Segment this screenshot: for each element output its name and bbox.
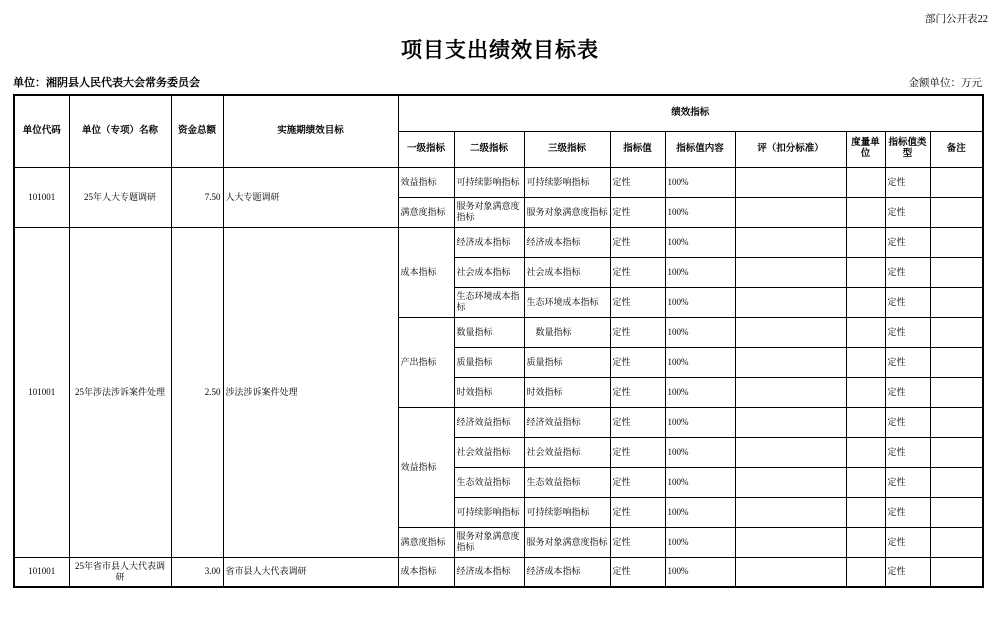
value-type-cell: 定性 (885, 527, 930, 557)
indicator-value-cell: 定性 (610, 227, 665, 257)
note-cell (930, 197, 983, 227)
value-type-cell: 定性 (885, 557, 930, 587)
measure-unit-cell (846, 257, 885, 287)
col-header-period-target: 实施期绩效目标 (223, 95, 398, 167)
col-header-unit-code: 单位代码 (14, 95, 69, 167)
value-type-cell: 定性 (885, 287, 930, 317)
indicator-content-cell: 100% (665, 407, 735, 437)
note-cell (930, 557, 983, 587)
level2-indicator-cell: 经济成本指标 (454, 557, 524, 587)
eval-standard-cell (735, 227, 846, 257)
eval-standard-cell (735, 167, 846, 197)
col-header-total-funds: 资金总额 (171, 95, 223, 167)
level2-indicator-cell: 服务对象满意度指标 (454, 527, 524, 557)
col-header-level2: 二级指标 (454, 131, 524, 167)
col-header-value-type: 指标值类型 (885, 131, 930, 167)
note-cell (930, 527, 983, 557)
measure-unit-cell (846, 377, 885, 407)
eval-standard-cell (735, 377, 846, 407)
eval-standard-cell (735, 287, 846, 317)
level3-indicator-cell: 可持续影响指标 (524, 167, 610, 197)
info-line (13, 74, 982, 90)
value-type-cell: 定性 (885, 467, 930, 497)
level1-indicator-cell: 效益指标 (398, 407, 454, 527)
level2-indicator-cell: 数量指标 (454, 317, 524, 347)
table-row (14, 227, 983, 257)
indicator-content-cell: 100% (665, 287, 735, 317)
note-cell (930, 317, 983, 347)
col-header-note: 备注 (930, 131, 983, 167)
level3-indicator-cell: 社会效益指标 (524, 437, 610, 467)
level3-indicator-cell: 可持续影响指标 (524, 497, 610, 527)
unit-name-cell: 25年省市县人大代表调研 (69, 557, 171, 587)
eval-standard-cell (735, 407, 846, 437)
page-title: 项目支出绩效目标表 (401, 38, 599, 62)
indicator-content-cell: 100% (665, 347, 735, 377)
col-header-level1: 一级指标 (398, 131, 454, 167)
col-header-unit-name: 单位（专项）名称 (69, 95, 171, 167)
col-header-indicator-content: 指标值内容 (665, 131, 735, 167)
level2-indicator-cell: 可持续影响指标 (454, 167, 524, 197)
level2-indicator-cell: 质量指标 (454, 347, 524, 377)
indicator-value-cell: 定性 (610, 287, 665, 317)
total-funds-cell: 3.00 (171, 557, 223, 587)
level1-indicator-cell: 成本指标 (398, 557, 454, 587)
note-cell (930, 437, 983, 467)
unit-code-cell: 101001 (14, 557, 69, 587)
note-cell (930, 287, 983, 317)
level3-indicator-cell: 生态效益指标 (524, 467, 610, 497)
level2-indicator-cell: 社会效益指标 (454, 437, 524, 467)
corner-label: 部门公开表22 (925, 14, 988, 25)
indicator-value-cell: 定性 (610, 527, 665, 557)
note-cell (930, 257, 983, 287)
total-funds-cell: 2.50 (171, 227, 223, 557)
level2-indicator-cell: 可持续影响指标 (454, 497, 524, 527)
performance-target-table (13, 94, 984, 588)
indicator-value-cell: 定性 (610, 497, 665, 527)
level2-indicator-cell: 生态效益指标 (454, 467, 524, 497)
measure-unit-cell (846, 167, 885, 197)
table-row (14, 167, 983, 197)
eval-standard-cell (735, 527, 846, 557)
indicator-value-cell: 定性 (610, 197, 665, 227)
level2-indicator-cell: 经济成本指标 (454, 227, 524, 257)
unit-name-cell: 25年涉法涉诉案件处理 (69, 227, 171, 557)
amount-unit-label: 金额单位：万元 (908, 78, 982, 89)
value-type-cell: 定性 (885, 437, 930, 467)
indicator-content-cell: 100% (665, 497, 735, 527)
indicator-content-cell: 100% (665, 437, 735, 467)
eval-standard-cell (735, 467, 846, 497)
note-cell (930, 167, 983, 197)
indicator-value-cell: 定性 (610, 257, 665, 287)
note-cell (930, 347, 983, 377)
indicator-value-cell: 定性 (610, 437, 665, 467)
value-type-cell: 定性 (885, 377, 930, 407)
measure-unit-cell (846, 527, 885, 557)
level3-indicator-cell: 服务对象满意度指标 (524, 527, 610, 557)
period-target-cell: 涉法涉诉案件处理 (223, 227, 398, 557)
level1-indicator-cell: 成本指标 (398, 227, 454, 317)
unit-code-cell: 101001 (14, 227, 69, 557)
unit-name-cell: 25年人大专题调研 (69, 167, 171, 227)
col-header-eval-standard: 评（扣分标准） (735, 131, 846, 167)
period-target-cell: 省市县人大代表调研 (223, 557, 398, 587)
level3-indicator-cell: 时效指标 (524, 377, 610, 407)
level1-indicator-cell: 满意度指标 (398, 197, 454, 227)
note-cell (930, 407, 983, 437)
value-type-cell: 定性 (885, 347, 930, 377)
value-type-cell: 定性 (885, 167, 930, 197)
measure-unit-cell (846, 437, 885, 467)
indicator-content-cell: 100% (665, 527, 735, 557)
table-row (14, 557, 983, 587)
col-header-measure-unit: 度量单位 (846, 131, 885, 167)
level1-indicator-cell: 满意度指标 (398, 527, 454, 557)
measure-unit-cell (846, 407, 885, 437)
level2-indicator-cell: 经济效益指标 (454, 407, 524, 437)
eval-standard-cell (735, 257, 846, 287)
value-type-cell: 定性 (885, 197, 930, 227)
header-row-1 (14, 95, 983, 131)
measure-unit-cell (846, 557, 885, 587)
note-cell (930, 497, 983, 527)
level3-indicator-cell: 经济成本指标 (524, 557, 610, 587)
indicator-content-cell: 100% (665, 167, 735, 197)
unit-code-cell: 101001 (14, 167, 69, 227)
level1-indicator-cell: 效益指标 (398, 167, 454, 197)
col-header-level3: 三级指标 (524, 131, 610, 167)
col-header-performance-indicators: 绩效指标 (398, 95, 983, 131)
measure-unit-cell (846, 197, 885, 227)
note-cell (930, 467, 983, 497)
indicator-content-cell: 100% (665, 377, 735, 407)
level3-indicator-cell: 生态环境成本指标 (524, 287, 610, 317)
total-funds-cell: 7.50 (171, 167, 223, 227)
indicator-content-cell: 100% (665, 227, 735, 257)
level3-indicator-cell: 服务对象满意度指标 (524, 197, 610, 227)
indicator-content-cell: 100% (665, 467, 735, 497)
indicator-value-cell: 定性 (610, 407, 665, 437)
measure-unit-cell (846, 467, 885, 497)
col-header-indicator-value: 指标值 (610, 131, 665, 167)
value-type-cell: 定性 (885, 497, 930, 527)
eval-standard-cell (735, 317, 846, 347)
level2-indicator-cell: 生态环境成本指标 (454, 287, 524, 317)
indicator-value-cell: 定性 (610, 377, 665, 407)
table-body (14, 167, 983, 587)
eval-standard-cell (735, 437, 846, 467)
level2-indicator-cell: 时效指标 (454, 377, 524, 407)
measure-unit-cell (846, 497, 885, 527)
measure-unit-cell (846, 347, 885, 377)
period-target-cell: 人大专题调研 (223, 167, 398, 227)
indicator-value-cell: 定性 (610, 167, 665, 197)
measure-unit-cell (846, 227, 885, 257)
indicator-content-cell: 100% (665, 257, 735, 287)
level2-indicator-cell: 社会成本指标 (454, 257, 524, 287)
level3-indicator-cell: 数量指标 (524, 317, 610, 347)
eval-standard-cell (735, 197, 846, 227)
level1-indicator-cell: 产出指标 (398, 317, 454, 407)
level2-indicator-cell: 服务对象满意度指标 (454, 197, 524, 227)
value-type-cell: 定性 (885, 227, 930, 257)
indicator-content-cell: 100% (665, 197, 735, 227)
indicator-value-cell: 定性 (610, 347, 665, 377)
indicator-value-cell: 定性 (610, 467, 665, 497)
eval-standard-cell (735, 347, 846, 377)
indicator-value-cell: 定性 (610, 317, 665, 347)
measure-unit-cell (846, 287, 885, 317)
value-type-cell: 定性 (885, 317, 930, 347)
eval-standard-cell (735, 497, 846, 527)
measure-unit-cell (846, 317, 885, 347)
level3-indicator-cell: 社会成本指标 (524, 257, 610, 287)
level3-indicator-cell: 经济效益指标 (524, 407, 610, 437)
eval-standard-cell (735, 557, 846, 587)
value-type-cell: 定性 (885, 407, 930, 437)
note-cell (930, 377, 983, 407)
level3-indicator-cell: 质量指标 (524, 347, 610, 377)
value-type-cell: 定性 (885, 257, 930, 287)
indicator-value-cell: 定性 (610, 557, 665, 587)
note-cell (930, 227, 983, 257)
indicator-content-cell: 100% (665, 317, 735, 347)
indicator-content-cell: 100% (665, 557, 735, 587)
unit-label: 单位：湘阴县人民代表大会常务委员会 (13, 77, 200, 89)
level3-indicator-cell: 经济成本指标 (524, 227, 610, 257)
